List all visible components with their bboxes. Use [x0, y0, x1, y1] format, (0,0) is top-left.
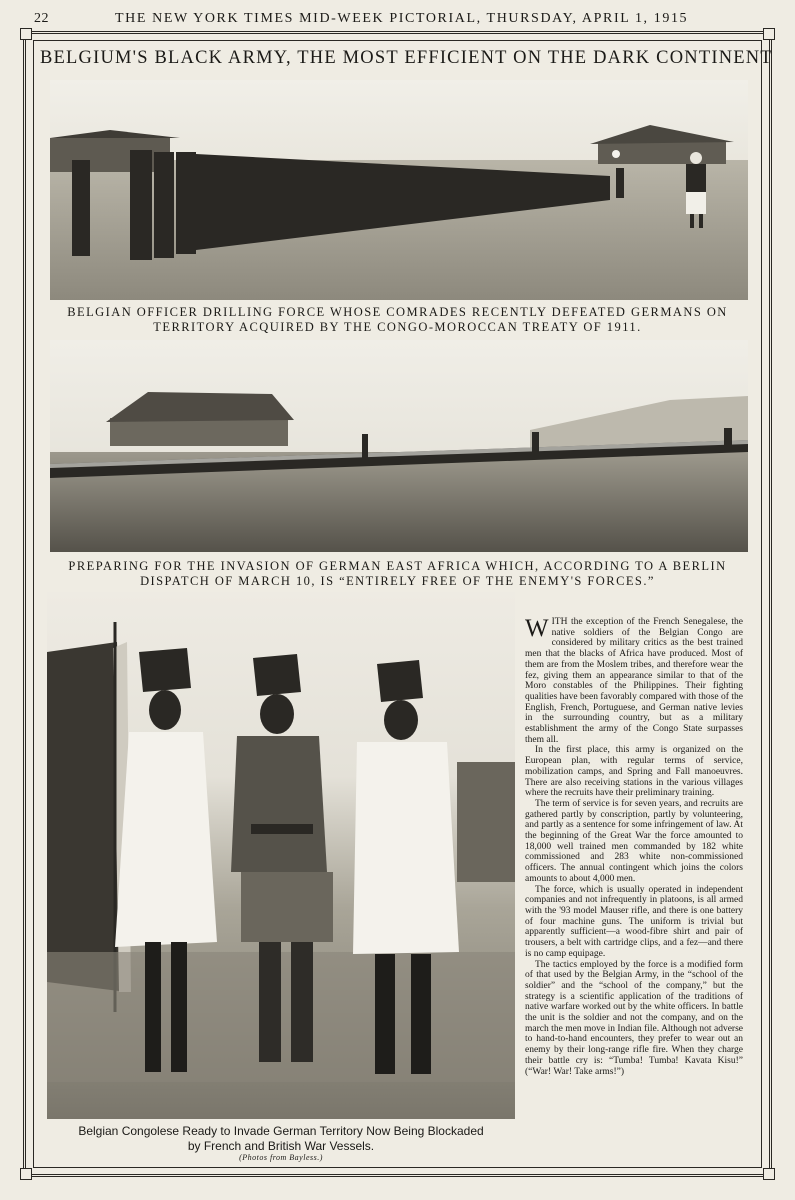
- corner-ornament: [20, 28, 32, 40]
- caption-line: BELGIAN OFFICER DRILLING FORCE WHOSE COMRADES RECENTLY DEFEATED GERMANS ON: [67, 305, 728, 319]
- corner-ornament: [763, 1168, 775, 1180]
- photo-drilling-soldiers: [50, 80, 748, 300]
- page-headline: BELGIUM'S BLACK ARMY, THE MOST EFFICIENT ON THE DARK CONTINENT: [40, 48, 773, 68]
- photo-three-soldiers-image: [47, 592, 515, 1119]
- photo-credit: (Photos from Bayless.): [239, 1153, 323, 1162]
- photo-caption: [40, 305, 755, 335]
- photo-caption: [40, 559, 755, 589]
- photo-three-soldiers: [47, 592, 515, 1119]
- caption-line: PREPARING FOR THE INVASION OF GERMAN EAST AFRICA WHICH, ACCORDING TO A BERLIN: [68, 559, 727, 573]
- masthead: [0, 8, 795, 30]
- corner-ornament: [20, 1168, 32, 1180]
- publication-line: THE NEW YORK TIMES MID-WEEK PICTORIAL, THURSDAY, APRIL 1, 1915: [115, 11, 689, 26]
- article-paragraph: The force, which is usually operated in independent companies and not infrequently in platoons, is all armed with the '93 model Mauser rifle, and there is one battery of four machine guns. The uniform is trivial but apparently sufficient—a wood-fibre shirt and pair of trousers, a belt with cartridge clips, and a fez—and there is no camp equipage.: [525, 884, 743, 959]
- caption-line: TERRITORY ACQUIRED BY THE CONGO-MOROCCAN TREATY OF 1911.: [153, 320, 642, 334]
- article-paragraph: In the first place, this army is organized on the European plan, with regular terms of service, mobilization camps, and Spring and Fall manoeuvres. There are also receiving stations in the various villages where the recruits have their preliminary training.: [525, 745, 743, 799]
- photo-firing-line: [50, 340, 748, 552]
- caption-line: Belgian Congolese Ready to Invade German Territory Now Being Blockaded: [78, 1124, 484, 1138]
- caption-line: DISPATCH OF MARCH 10, IS “ENTIRELY FREE OF THE ENEMY'S FORCES.”: [140, 574, 655, 588]
- photo-firing-line-image: [50, 340, 748, 552]
- photo-caption: [47, 1124, 515, 1154]
- article-paragraph: The tactics employed by the force is a modified form of that used by the Belgian Army, in the “school of the soldier” and the “school of the company,” but the strategy is a scientific application of the traditions of native warfare worked out by the white officers. In battle the unit is the soldier and not the company, and on the march the men move in Indian file. Although not adverse to hand-to-hand encounters, they prefer to wear out an enemy by their long-range rifle fire. When they charge their battle cry is: “Tumba! Tumba! Kavata Kisu!” (“War! War! Take arms!”): [525, 959, 743, 1077]
- article-paragraph: [525, 617, 743, 745]
- photo-drilling-soldiers-image: [50, 80, 748, 300]
- article-body: [525, 617, 743, 1077]
- article-paragraph: The term of service is for seven years, and recruits are gathered partly by conscription, partly by volunteering, and partly as a sentence for some infringement of law. At the beginning of the Great War the force amounted to 18,000 well trained men commanded by 182 white commissioned and 283 white non-commissioned officers. The annual contingent which joins the colors amounts to about 4,000 men.: [525, 798, 743, 884]
- paragraph-text: ITH the exception of the French Senegalese, the native soldiers of the Belgian Congo are considered by military critics as the best trained men that the blacks of Africa have produced. Most of them are from the Moslem tribes, and therefore wear the fez, giving them an appearance similar to that of the Moro constables of the Philippines. Their fighting qualities have been favorably compared with those of the English, French, Portuguese, and German native levies in the surrounding country, but as a military establishment the army of the Congo State surpasses them all.: [525, 617, 743, 745]
- caption-line: by French and British War Vessels.: [187, 1139, 375, 1153]
- page-number: 22: [34, 11, 49, 26]
- drop-cap: W: [525, 615, 549, 642]
- corner-ornament: [763, 28, 775, 40]
